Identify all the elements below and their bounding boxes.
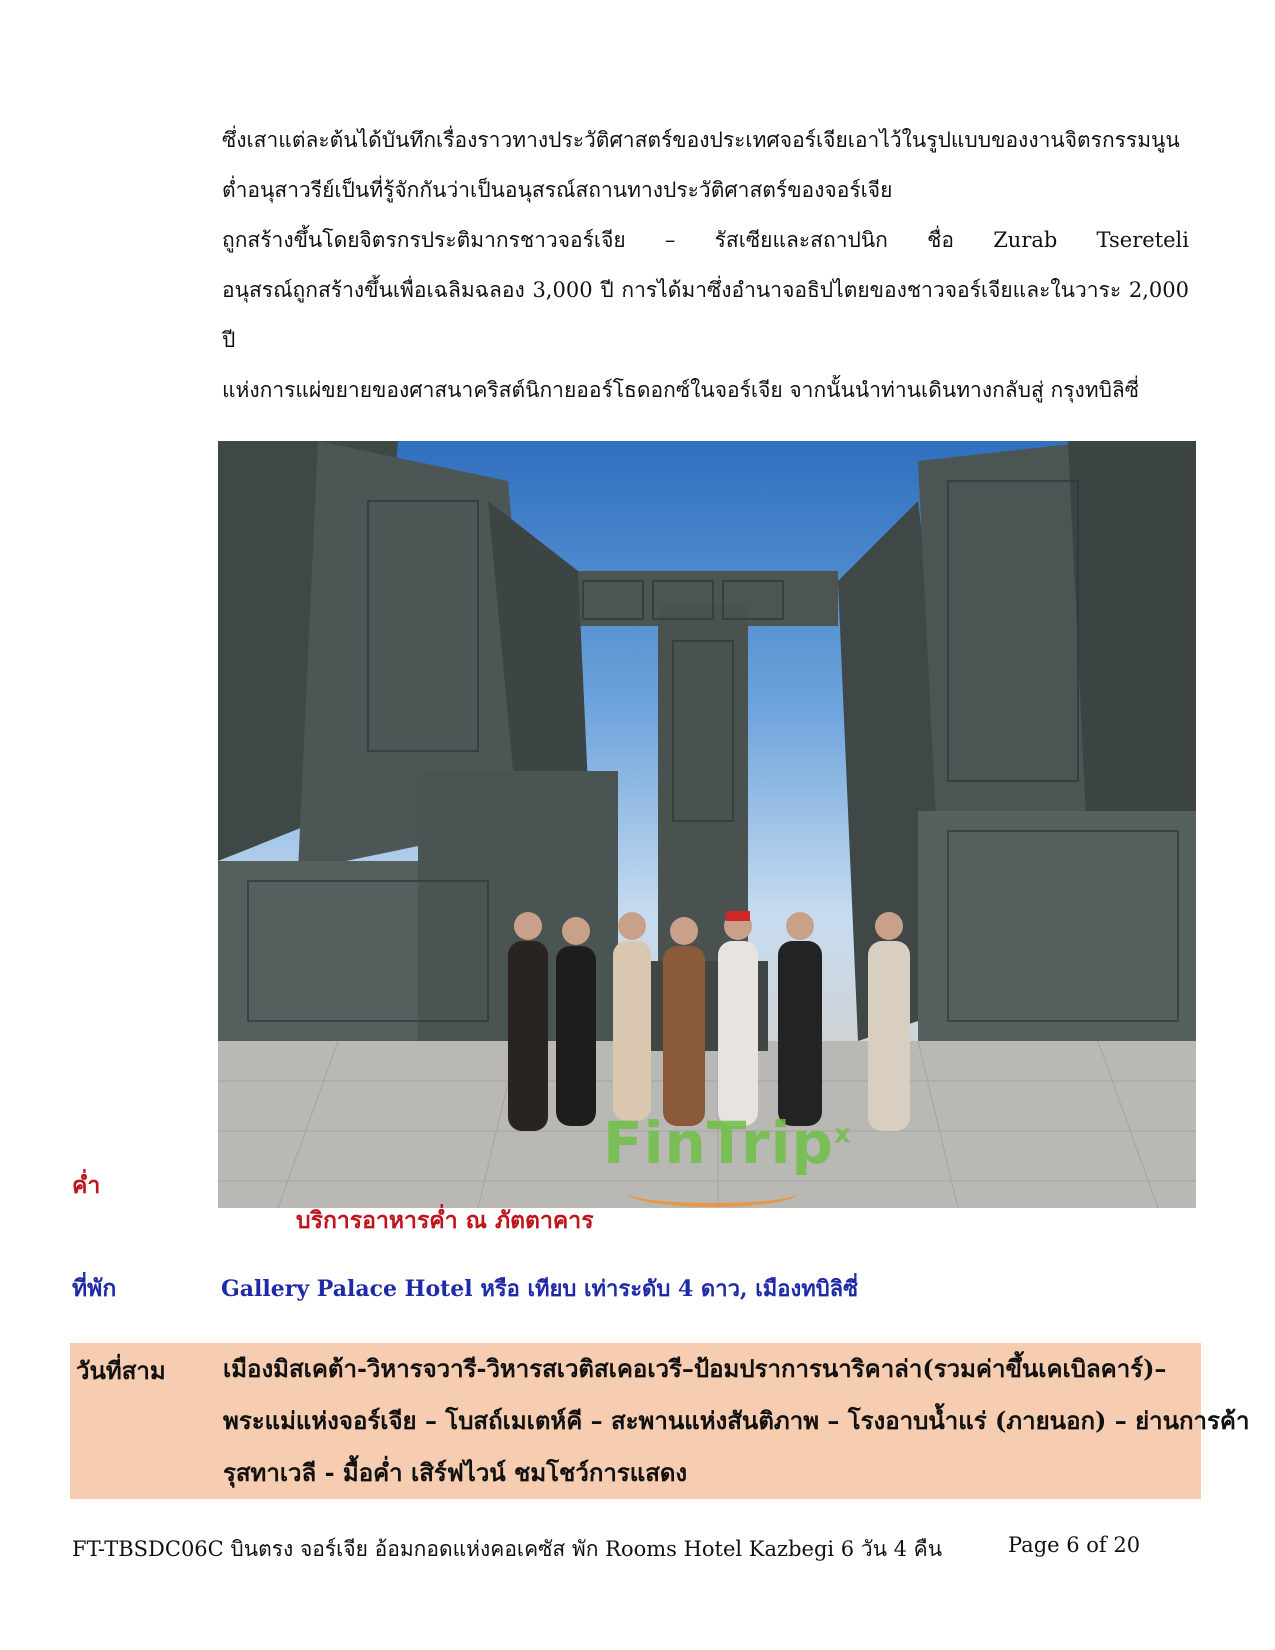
monument-illustration	[218, 441, 1196, 1208]
hotel-line	[221, 1271, 858, 1306]
monument-photo	[218, 441, 1196, 1208]
watermark-text: FinTrip	[603, 1109, 834, 1177]
page-number: Page 6 of 20	[1008, 1533, 1141, 1557]
itinerary-line-3: รุสทาเวลี - มื้อค่ำ เสิร์ฟไวน์ ชมโชว์การแสดง	[223, 1458, 688, 1487]
intro-line-5: แห่งการแผ่ขยายของศาสนาคริสต์นิกายออร์โธดอกซ์ในจอร์เจีย จากนั้นนำท่านเดินทางกลับสู่ กรุงทบิลิซี่	[222, 378, 1140, 402]
footer-tour-code: FT-TBSDC06C บินตรง จอร์เจีย อ้อมกอดแห่งคอเคซัส พัก Rooms Hotel Kazbegi 6 วัน 4 คืน	[72, 1537, 943, 1561]
hotel-name: Gallery Palace Hotel	[221, 1276, 473, 1302]
intro-line-2: ต่ำอนุสาวรีย์เป็นที่รู้จักกันว่าเป็นอนุสรณ์สถานทางประวัติศาสตร์ของจอร์เจีย	[222, 178, 893, 202]
dinner-label: ค่ำ	[72, 1172, 101, 1199]
intro-line-1: ซึ่งเสาแต่ละต้นได้บันทึกเรื่องราวทางประวัติศาสตร์ของประเทศจอร์เจียเอาไว้ในรูปแบบของงานจิตรกรรมนูน	[222, 128, 1180, 152]
dinner-text: บริการอาหารค่ำ ณ ภัตตาคาร	[296, 1207, 594, 1234]
day-three-label: วันที่สาม	[76, 1356, 166, 1385]
intro-paragraph	[222, 115, 1189, 415]
hotel-label: ที่พัก	[72, 1275, 117, 1302]
watermark-mark: x	[834, 1119, 852, 1150]
fintrip-watermark	[603, 1109, 852, 1177]
intro-line-3: ถูกสร้างขึ้นโดยจิตรกรประติมากรชาวจอร์เจีย – รัสเซียและสถาปนิก ชื่อ Zurab Tsereteli	[222, 228, 1189, 252]
hotel-rating: หรือ เทียบ เท่าระดับ 4 ดาว, เมืองทบิลิซี่	[480, 1276, 859, 1302]
day-three-banner	[70, 1343, 1250, 1499]
itinerary-line-2: พระแม่แห่งจอร์เจีย – โบสถ์เมเตห์คี – สะพานแห่งสันติภาพ – โรงอาบน้ำแร่ (ภายนอก) – ย่านการค้า	[223, 1406, 1250, 1435]
itinerary-line-1: เมืองมิสเคต้า-วิหารจวารี-วิหารสเวติสเคอเวรี–ป้อมปราการนาริคาล่า(รวมค่าขึ้นเคเบิลคาร์)–	[223, 1354, 1167, 1383]
watermark-swoosh	[628, 1179, 798, 1207]
intro-line-4: อนุสรณ์ถูกสร้างขึ้นเพื่อเฉลิมฉลอง 3,000 ปี การได้มาซึ่งอำนาจอธิปไตยของชาวจอร์เจียและในวาระ 2,000 ปี	[222, 278, 1189, 352]
day-three-itinerary	[223, 1343, 1250, 1499]
